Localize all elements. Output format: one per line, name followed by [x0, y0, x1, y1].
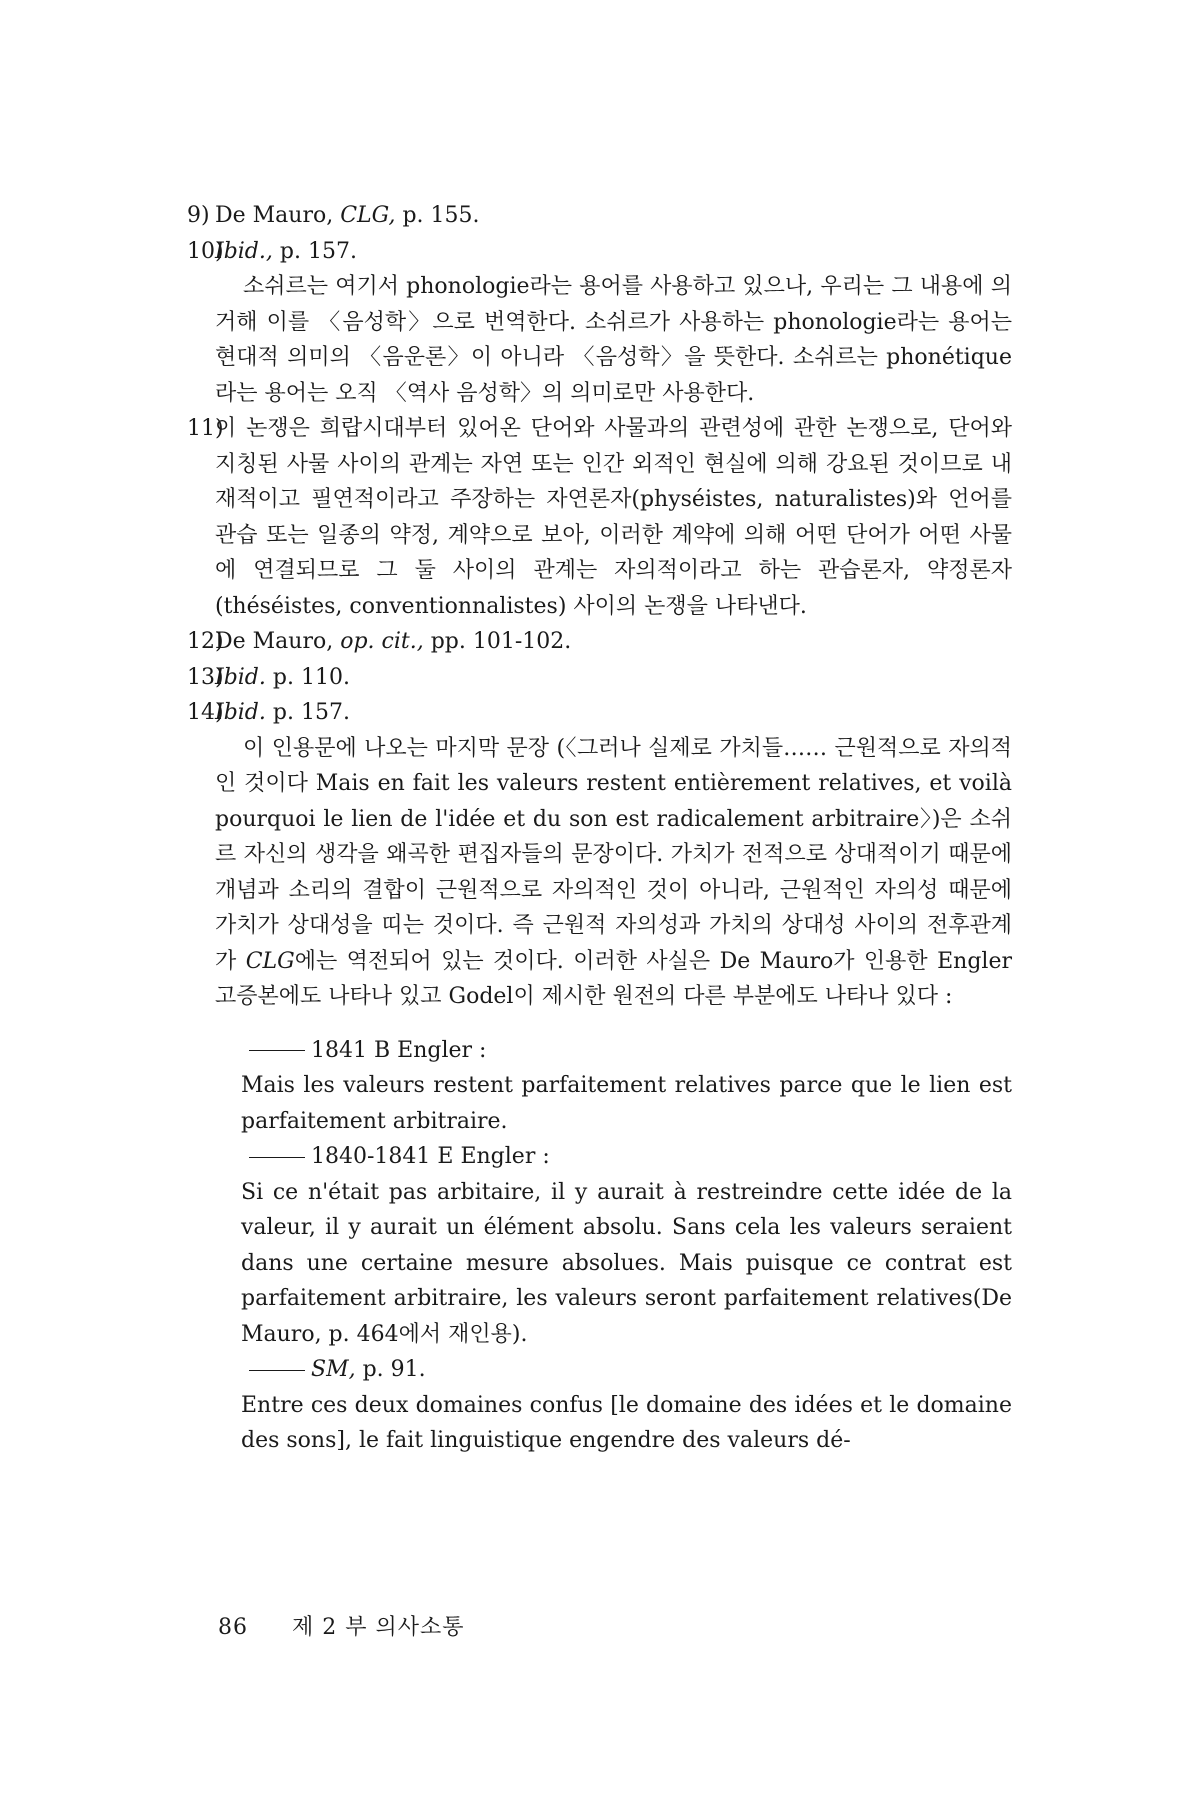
note-italic: op. cit., [340, 629, 424, 654]
note-number: 11) [187, 416, 224, 441]
note-italic: Ibid. [215, 664, 266, 690]
note-number: 13) [187, 664, 224, 690]
note-text: 이 논쟁은 희랍시대부터 있어온 단어와 사물과의 관련성에 관한 논쟁으로, 단어와 지칭된 사물 사이의 관계는 자연 또는 인간 외적인 현실에 의해 강요된 것이므로 내재적이고 필연적이라고 주장하는 자연론자(physéistes, naturalistes)와 언어를 관습 또는 일종의 약정, 계약으로 보아, 이러한 계약에 의해 어떤 단어가 어떤 사물에 연결되므로 그 둘 사이의 관계는 자의적이라고 하는 관습론자, 약정론자(théséistes, conventionnalistes) 사이의 논쟁을 나타낸다. [215, 416, 1012, 619]
note-text: p. 157. [272, 238, 357, 264]
note-9 [187, 198, 1012, 234]
quoted-passages [241, 1033, 1012, 1459]
endnotes [187, 198, 1012, 1459]
quote-body: Si ce n'était pas arbitaire, il y aurait à restreindre cette idée de la valeur, il y aurait un élément absolu. Sans cela les valeurs seraient dans une certaine mesure absolues. Mais puisque ce contrat est parfaitement arbitraire, les valeurs seront parfaitement relatives(De Mauro, p. 464에서 재인용). [241, 1179, 1012, 1347]
quote-heading: SM, p. 91. [249, 1352, 1012, 1388]
note-italic: Ibid., [215, 238, 273, 264]
em-dash-rule [249, 1157, 305, 1158]
note-number: 10) [187, 238, 224, 264]
quote-heading: 1841 B Engler : [249, 1033, 1012, 1069]
quote-body: Mais les valeurs restent parfaitement relatives parce que le lien est parfaitement arbitraire. [241, 1073, 1012, 1134]
note-11 [187, 411, 1012, 624]
note-10-paragraph: 소쉬르는 여기서 phonologie라는 용어를 사용하고 있으나, 우리는 그 내용에 의거해 이를 〈음성학〉으로 번역한다. 소쉬르가 사용하는 phonologie라는 용어는 현대적 의미의 〈음운론〉이 아니라 〈음성학〉을 뜻한다. 소쉬르는 phonétique라는 용어는 오직 〈역사 음성학〉의 의미로만 사용한다. [215, 274, 1012, 406]
running-section-title: 제 2 부 의사소통 [292, 1615, 465, 1640]
note-text: pp. 101-102. [423, 629, 572, 654]
note-italic: Ibid. [215, 700, 266, 725]
quote-heading: 1840-1841 E Engler : [249, 1139, 1012, 1175]
page-number: 86 [218, 1615, 248, 1640]
page-footer [218, 1610, 465, 1641]
note-number: 9) [187, 203, 210, 228]
note-text: De Mauro, [215, 203, 341, 228]
note-12 [187, 624, 1012, 660]
note-number: 14) [187, 700, 224, 725]
note-13 [187, 660, 1012, 696]
note-text: De Mauro, [215, 629, 341, 654]
note-10 [187, 234, 1012, 270]
note-text: p. 155. [395, 203, 480, 228]
note-italic: CLG, [340, 203, 396, 228]
note-14 [187, 695, 1012, 731]
em-dash-rule [249, 1050, 305, 1051]
note-number: 12) [187, 629, 224, 654]
note-text: p. 157. [265, 700, 350, 725]
note-text: p. 110. [265, 664, 350, 690]
em-dash-rule [249, 1370, 305, 1371]
note-14-paragraph: 이 인용문에 나오는 마지막 문장 (〈그러나 실제로 가치들…… 근원적으로 자의적인 것이다 Mais en fait les valeurs restent entièrement relatives, et voilà pourquoi le lien de l'idée et du son est radicalement arbitraire〉)은 소쉬르 자신의 생각을 왜곡한 편집자들의 문장이다. 가치가 전적으로 상대적이기 때문에 개념과 소리의 결합이 근원적으로 자의적인 것이 아니라, 근원적인 자의성 때문에 가치가 상대성을 띠는 것이다. 즉 근원적 자의성과 가치의 상대성 사이의 전후관계가 CLG에는 역전되어 있는 것이다. 이러한 사실은 De Mauro가 인용한 Engler 고증본에도 나타나 있고 Godel이 제시한 원전의 다른 부분에도 나타나 있다 : [215, 735, 1012, 1009]
quote-body: Entre ces deux domaines confus [le domaine des idées et le domaine des sons], le fait linguistique engendre des valeurs dé- [241, 1392, 1012, 1453]
